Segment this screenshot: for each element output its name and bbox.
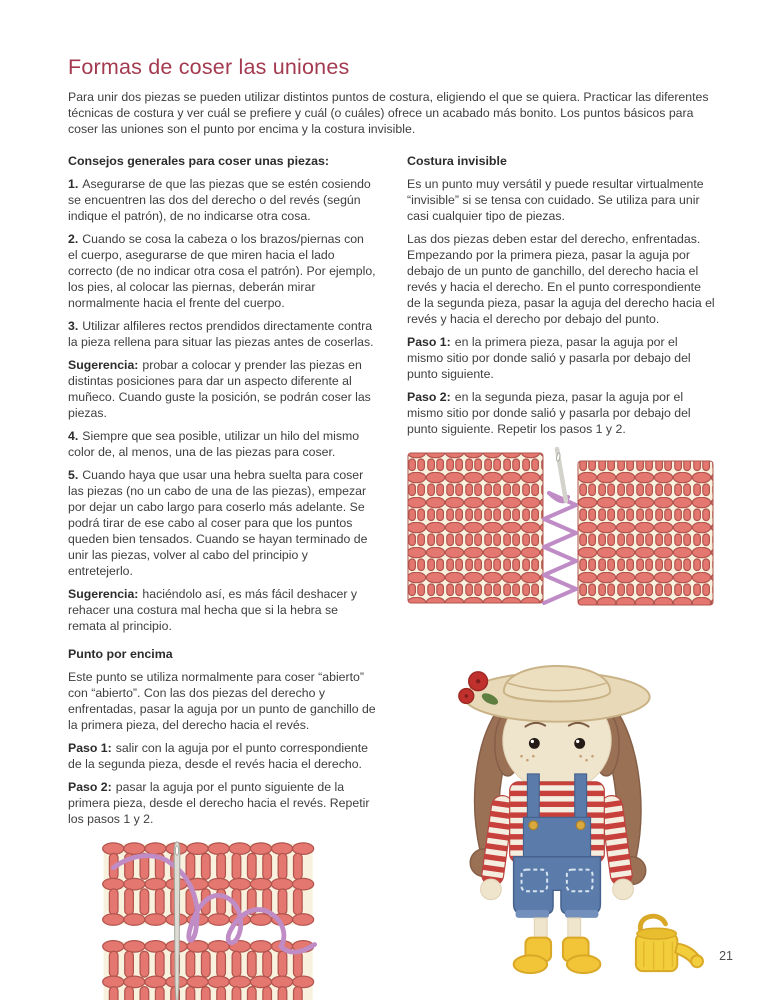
tip-item: [68, 318, 376, 350]
left-column: [68, 154, 376, 1000]
doll-hat: [459, 666, 650, 722]
tip-text: Cuando se cosa la cabeza o los brazos/piernas con el cuerpo, asegurarse de que miren hacia el lado correcto (de no indicar otra cosa el patrón). Por ejemplo, los pies, al colocar las piernas, deberán mirar normalmente hacia el frente del cuerpo.: [68, 232, 376, 310]
crochet-doll-photo: [407, 628, 715, 988]
crochet-panel-left: [408, 453, 543, 603]
overcast-intro: Este punto se utiliza normalmente para coser “abierto” con “abierto”. Con las dos piezas del derecho y enfrentadas, pasar la aguja por un punto de ganchillo de la primera pieza, del derecho hacia el revés.: [68, 670, 376, 732]
step-item: [407, 389, 715, 437]
overcast-stitch-diagram: [98, 839, 376, 1000]
doll-leg: [534, 918, 547, 940]
watering-can: [636, 916, 703, 971]
tip-item: [68, 176, 376, 224]
tip-number: 4.: [68, 429, 79, 443]
section-heading-punto-por-encima: Punto por encima: [68, 647, 173, 661]
doll-boots: [514, 938, 601, 974]
step-text: pasar la aguja por el punto siguiente de la primera pieza, desde el derecho hacia el revés. Repetir los pasos 1 y 2.: [68, 780, 370, 826]
step-text: en la segunda pieza, pasar la aguja por el mismo sitio por donde salió y pasarla por debajo del punto siguiente. Repetir los pasos 1 y 2.: [407, 390, 691, 436]
tip-label: Sugerencia:: [68, 358, 139, 372]
tip-number: 5.: [68, 468, 79, 482]
needle: [556, 449, 566, 501]
step-item: [68, 779, 376, 827]
section-heading-costura-invisible: Costura invisible: [407, 154, 507, 168]
tip-text: Cuando haya que usar una hebra suelta para coser las piezas (no un cabo de una de las piezas), empezar por dejar un cabo largo para coserlo más adelante. Se podrá tirar de ese cabo al coser para que los puntos queden bien tensados. Cuando se hayan terminado de unir las piezas, volver al cabo del principio y entretejerlo.: [68, 468, 368, 578]
right-column: [407, 154, 715, 988]
tip-number: 1.: [68, 177, 79, 191]
doll-leg: [568, 918, 581, 940]
step-item: [407, 334, 715, 382]
step-label: Paso 2:: [407, 390, 451, 404]
crochet-doll-illustration: [407, 628, 707, 983]
step-item: [68, 740, 376, 772]
body-paragraph: Las dos piezas deben estar del derecho, enfrentadas. Empezando por la primera pieza, pasar la aguja por debajo de un punto de ganchillo, del derecho hacia el revés y hacia el derecho. En el punto correspondiente de la segunda pieza, pasar la aguja del derecho hacia el revés y hacia el derecho por debajo del punto.: [407, 232, 715, 326]
invisible-seam-diagram: [407, 447, 715, 612]
section-heading-consejos: Consejos generales para coser unas piezas:: [68, 154, 330, 168]
tip-text: probar a colocar y prender las piezas en distintas posiciones para dar un aspecto diferente al muñeco. Cuando guste la posición, se podrán coser las piezas.: [68, 358, 371, 420]
needle: [174, 842, 180, 1000]
invisible-seam-illustration: [407, 447, 714, 607]
tip-text: Utilizar alfileres rectos prendidos directamente contra la pieza rellena para situar las piezas antes de coserlas.: [68, 319, 374, 349]
tip-text: haciéndolo así, es más fácil deshacer y rehacer una costura mal hecha que si la hebra se remata al principio.: [68, 587, 358, 633]
step-text: en la primera pieza, pasar la aguja por el mismo sitio por donde salió y pasarla por debajo del punto siguiente.: [407, 335, 691, 381]
step-label: Paso 2:: [68, 780, 112, 794]
overcast-stitch-illustration: [98, 839, 326, 1000]
seam-thread: [544, 493, 576, 603]
tip-item: [68, 428, 376, 460]
page-title: Formas de coser las uniones: [68, 55, 350, 79]
tip-item: [68, 357, 376, 421]
tip-text: Siempre que sea posible, utilizar un hilo del mismo color de, al menos, una de las piezas para coser.: [68, 429, 360, 459]
body-paragraph: Es un punto muy versátil y puede resultar virtualmente “invisible” si se tensa con cuidado. Se utiliza para unir casi cualquier tipo de piezas.: [407, 177, 704, 223]
step-text: salir con la aguja por el punto correspondiente de la segunda pieza, desde el revés hacia el derecho.: [68, 741, 368, 771]
tip-item: [68, 467, 376, 579]
tip-item: [68, 231, 376, 311]
tip-number: 3.: [68, 319, 79, 333]
step-label: Paso 1:: [407, 335, 451, 349]
crochet-panel-right: [578, 461, 713, 605]
tip-number: 2.: [68, 232, 79, 246]
tip-item: [68, 586, 376, 634]
intro-paragraph: Para unir dos piezas se pueden utilizar distintos puntos de costura, eligiendo el que se quiera. Practicar las diferentes técnicas de costura y ver cuál se prefiere y cuál (o cuáles) ofrece un acabado más bonito. Los puntos básicos para coser las uniones son el punto por encima y la costura invisible.: [68, 90, 709, 136]
page-number: 21: [719, 949, 733, 963]
tip-text: Asegurarse de que las piezas que se estén cosiendo se encuentren las dos del derecho o del revés (según indique el patrón), de no indicarse otra cosa.: [68, 177, 371, 223]
step-label: Paso 1:: [68, 741, 112, 755]
tip-label: Sugerencia:: [68, 587, 139, 601]
